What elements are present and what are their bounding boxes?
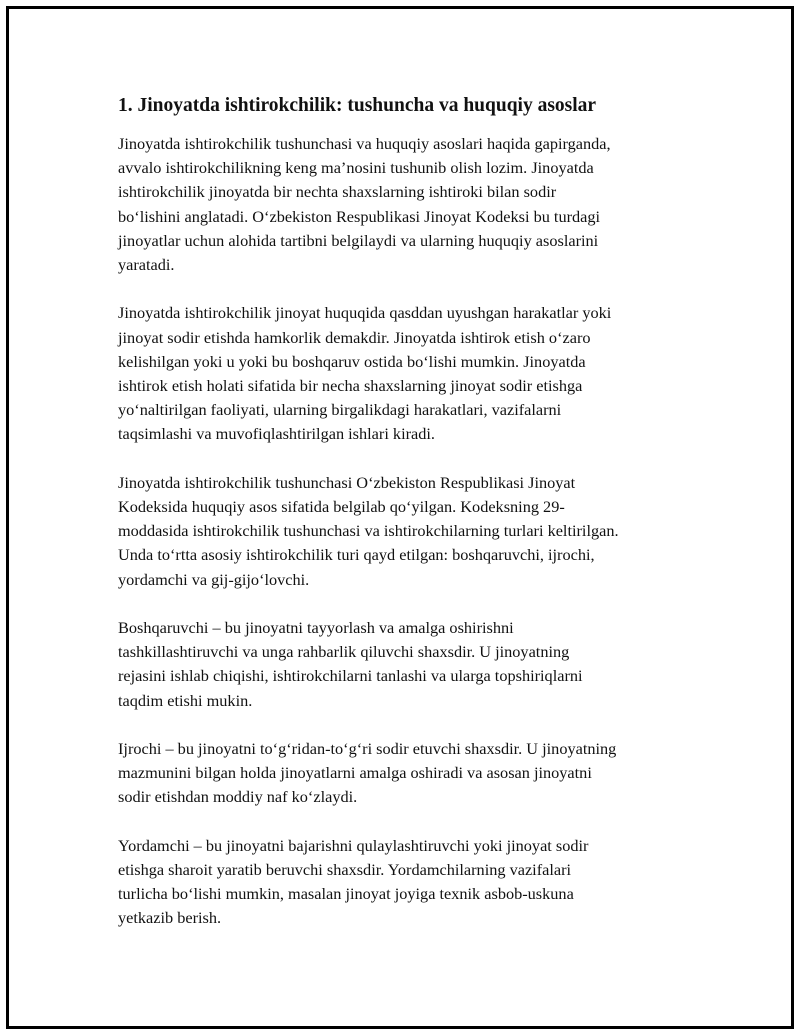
paragraph-line: bo‘lishini anglatadi. O‘zbekiston Respublikasi Jinoyat Kodeksi bu turdagi <box>118 206 601 226</box>
paragraph-line: yaratadi. <box>118 255 175 275</box>
paragraph-line: Jinoyatda ishtirokchilik jinoyat huquqida qasddan uyushgan harakatlar yoki <box>118 303 612 323</box>
body-paragraph <box>118 834 684 931</box>
paragraph-line: yetkazib berish. <box>118 908 222 928</box>
paragraph-line: yordamchi va gij-gijo‘lovchi. <box>118 569 310 589</box>
body-paragraph <box>118 301 684 446</box>
paragraph-line: turlicha bo‘lishi mumkin, masalan jinoyat joyiga texnik asbob-uskuna <box>118 884 574 904</box>
paragraph-line: moddasida ishtirokchilik tushunchasi va ishtirokchilarning turlari keltirilgan. <box>118 521 619 541</box>
paragraph-line: tashkillashtiruvchi va unga rahbarlik qiluvchi shaxsdir. U jinoyatning <box>118 642 570 662</box>
paragraph-line: kelishilgan yoki u yoki bu boshqaruv ostida bo‘lishi mumkin. Jinoyatda <box>118 351 586 371</box>
paragraph-line: Jinoyatda ishtirokchilik tushunchasi va huquqiy asoslari haqida gapirganda, <box>118 134 611 153</box>
paragraph-line: ishtirokchilik jinoyatda bir nechta shaxslarning ishtiroki bilan sodir <box>118 182 557 202</box>
paragraph-line: etishga sharoit yaratib beruvchi shaxsdir. Yordamchilarning vazifalari <box>118 860 572 880</box>
document-body <box>118 94 684 955</box>
paragraph-line: Unda to‘rtta asosiy ishtirokchilik turi qayd etilgan: boshqaruvchi, ijrochi, <box>118 545 595 565</box>
paragraph-line: jinoyatlar uchun alohida tartibni belgilaydi va ularning huquqiy asoslarini <box>118 230 599 250</box>
body-paragraph <box>118 616 684 713</box>
paragraph-line: jinoyat sodir etishda hamkorlik demakdir. Jinoyatda ishtirok etish o‘zaro <box>118 327 591 347</box>
paragraph-line: Jinoyatda ishtirokchilik tushunchasi O‘zbekiston Respublikasi Jinoyat <box>118 472 576 492</box>
paragraph-line: yo‘naltirilgan faoliyati, ularning birgalikdagi harakatlari, vazifalarni <box>118 400 562 420</box>
paragraph-line: taqdim etishi mukin. <box>118 690 253 710</box>
paragraph-line: rejasini ishlab chiqishi, ishtirokchilarni tanlashi va ularga topshiriqlarni <box>118 666 583 686</box>
paragraph-line: Boshqaruvchi – bu jinoyatni tayyorlash va amalga oshirishni <box>118 618 514 638</box>
paragraph-line: ishtirok etish holati sifatida bir necha shaxslarning jinoyat sodir etishga <box>118 376 583 396</box>
paragraph-list <box>118 132 684 931</box>
paragraph-line: Kodeksida huquqiy asos sifatida belgilab qo‘yilgan. Kodeksning 29- <box>118 497 565 517</box>
paragraph-line: avvalo ishtirokchilikning keng ma’nosini tushunib olish lozim. Jinoyatda <box>118 158 594 178</box>
body-paragraph <box>118 132 684 277</box>
paragraph-line: mazmunini bilgan holda jinoyatlarni amalga oshiradi va asosan jinoyatni <box>118 763 592 783</box>
paragraph-line: Yordamchi – bu jinoyatni bajarishni qulaylashtiruvchi yoki jinoyat sodir <box>118 835 589 855</box>
paragraph-line: Ijrochi – bu jinoyatni to‘g‘ridan-to‘g‘ri sodir etuvchi shaxsdir. U jinoyatning <box>118 739 617 759</box>
body-paragraph <box>118 471 684 592</box>
paragraph-line: sodir etishdan moddiy naf ko‘zlaydi. <box>118 787 358 807</box>
section-heading: 1. Jinoyatda ishtirokchilik: tushuncha va huquqiy asoslar <box>118 95 597 116</box>
body-paragraph <box>118 737 684 810</box>
paragraph-line: taqsimlashi va muvofiqlashtirilgan ishlari kiradi. <box>118 424 435 444</box>
